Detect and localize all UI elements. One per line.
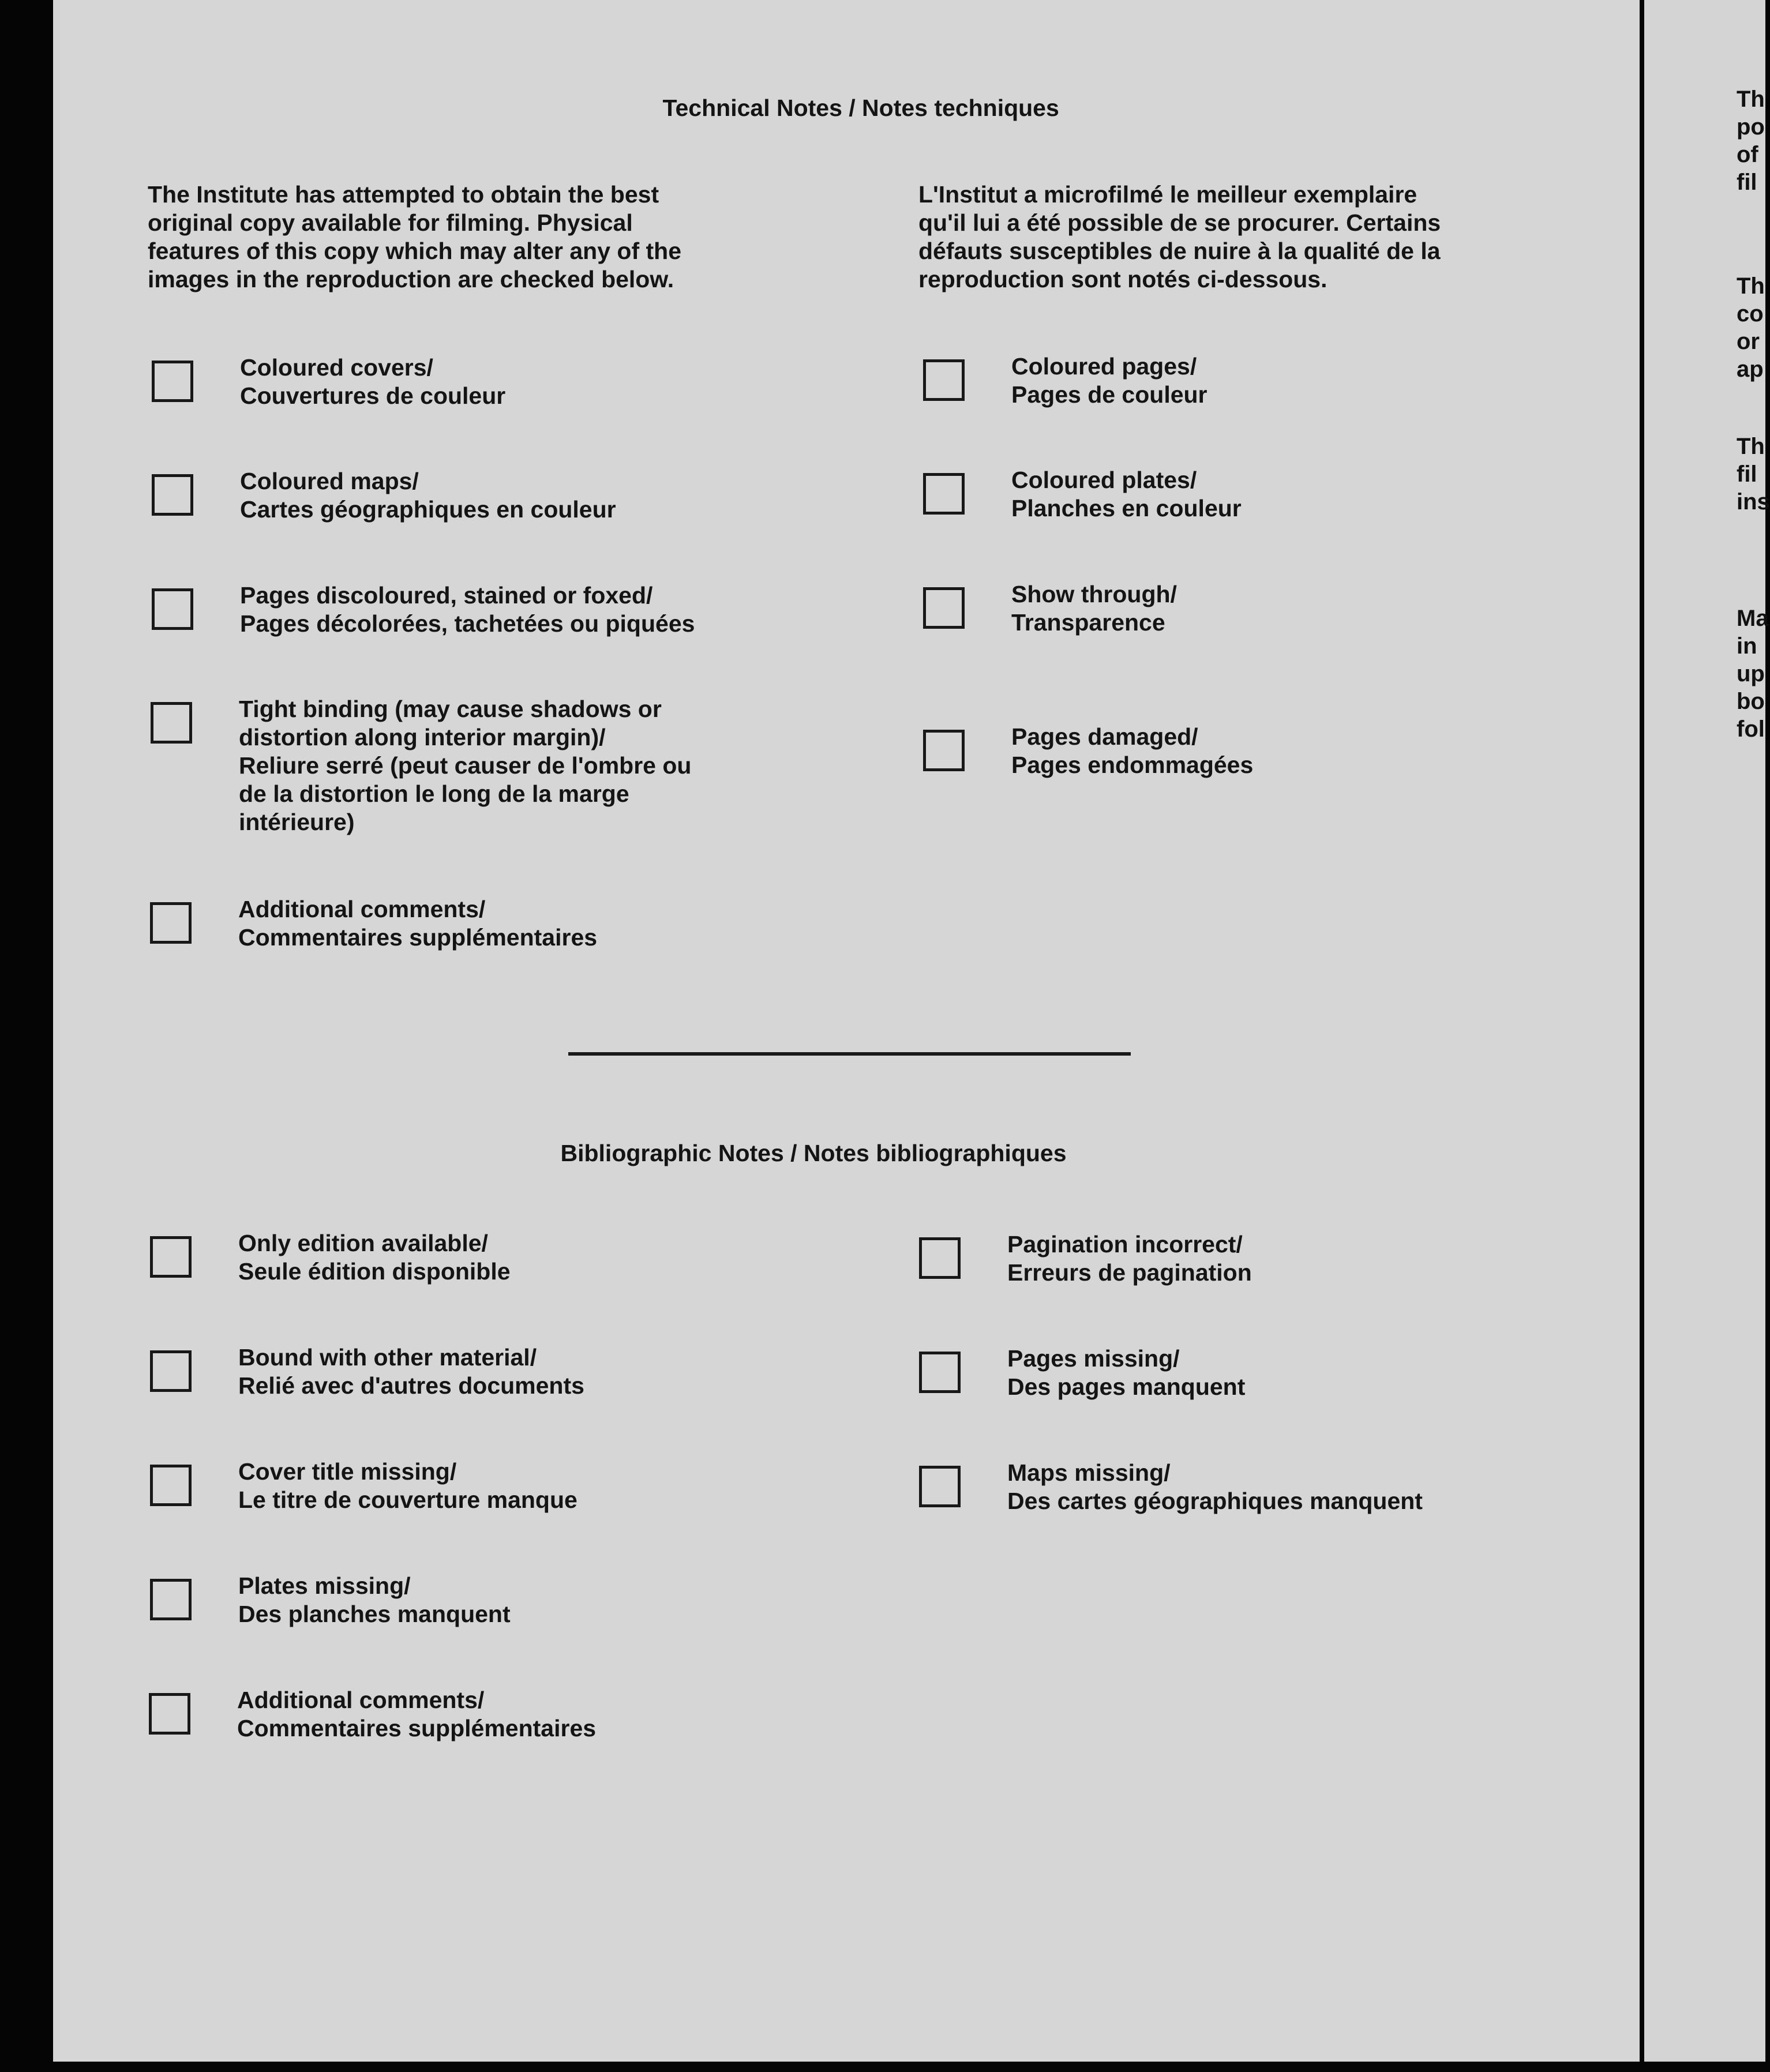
- microfilm-target-sheet: [53, 0, 1640, 2062]
- section-divider: [568, 1052, 1131, 1056]
- checkbox-label: Coloured covers/ Couvertures de couleur: [240, 354, 506, 409]
- checkbox[interactable]: [923, 587, 965, 629]
- checkbox[interactable]: [919, 1466, 961, 1507]
- bibliographic-notes-heading: Bibliographic Notes / Notes bibliographiques: [560, 1140, 1067, 1166]
- checkbox[interactable]: [923, 359, 965, 401]
- checkbox[interactable]: [923, 473, 965, 515]
- checkbox[interactable]: [150, 1579, 192, 1620]
- checkbox-label: Pages damaged/ Pages endommagées: [1011, 723, 1254, 778]
- checkbox[interactable]: [152, 474, 193, 516]
- checkbox-label: Bound with other material/ Relié avec d'autres documents: [238, 1344, 584, 1399]
- technical-notes-heading: Technical Notes / Notes techniques: [662, 95, 1059, 121]
- checkbox[interactable]: [150, 1236, 192, 1278]
- checkbox-label: Pagination incorrect/ Erreurs de pagination: [1007, 1231, 1252, 1286]
- technical-intro-english: The Institute has attempted to obtain the best original copy available for filming. Physical features of this copy which may alter any of the images in the reproduction are checked below.: [148, 181, 682, 292]
- checkbox[interactable]: [919, 1352, 961, 1393]
- checkbox[interactable]: [152, 361, 193, 402]
- fragment-text-1: Th po of fil: [1737, 87, 1765, 195]
- checkbox[interactable]: [150, 1350, 192, 1392]
- fragment-text-4: Ma in up bo fol: [1737, 606, 1769, 742]
- checkbox[interactable]: [150, 902, 192, 944]
- checkbox-label: Cover title missing/ Le titre de couverture manque: [238, 1458, 578, 1513]
- checkbox-label: Only edition available/ Seule édition disponible: [238, 1230, 511, 1285]
- checkbox-label: Coloured maps/ Cartes géographiques en couleur: [240, 468, 616, 523]
- fragment-text-3: Th fil ins: [1737, 434, 1770, 515]
- checkbox[interactable]: [152, 588, 193, 630]
- checkbox[interactable]: [150, 1465, 192, 1506]
- technical-intro-french: L'Institut a microfilmé le meilleur exemplaire qu'il lui a été possible de se procurer. Certains défauts susceptibles de nuire à la qualité de la reproduction sont notés ci-dessous.: [918, 181, 1441, 292]
- checkbox[interactable]: [151, 702, 192, 744]
- checkbox-label: Coloured pages/ Pages de couleur: [1011, 353, 1208, 408]
- checkbox-label: Tight binding (may cause shadows or distortion along interior margin)/ Reliure serré (peut causer de l'ombre ou de la distortion le long de la marge intérieure): [239, 696, 692, 835]
- checkbox-label: Pages discoloured, stained or foxed/ Pages décolorées, tachetées ou piquées: [240, 582, 695, 637]
- checkbox-label: Plates missing/ Des planches manquent: [238, 1572, 511, 1627]
- adjacent-page-fragment: [1644, 0, 1770, 2062]
- checkbox-label: Pages missing/ Des pages manquent: [1007, 1345, 1246, 1400]
- checkbox-label: Maps missing/ Des cartes géographiques manquent: [1007, 1459, 1423, 1514]
- checkbox-label: Show through/ Transparence: [1011, 581, 1177, 636]
- checkbox[interactable]: [923, 730, 965, 771]
- checkbox-label: Additional comments/ Commentaires supplémentaires: [237, 1687, 597, 1741]
- checkbox-label: Coloured plates/ Planches en couleur: [1011, 467, 1242, 521]
- checkbox-label: Additional comments/ Commentaires supplémentaires: [238, 896, 598, 951]
- checkbox[interactable]: [149, 1693, 190, 1735]
- checkbox[interactable]: [919, 1237, 961, 1279]
- fragment-text-2: Th co or ap: [1737, 273, 1765, 382]
